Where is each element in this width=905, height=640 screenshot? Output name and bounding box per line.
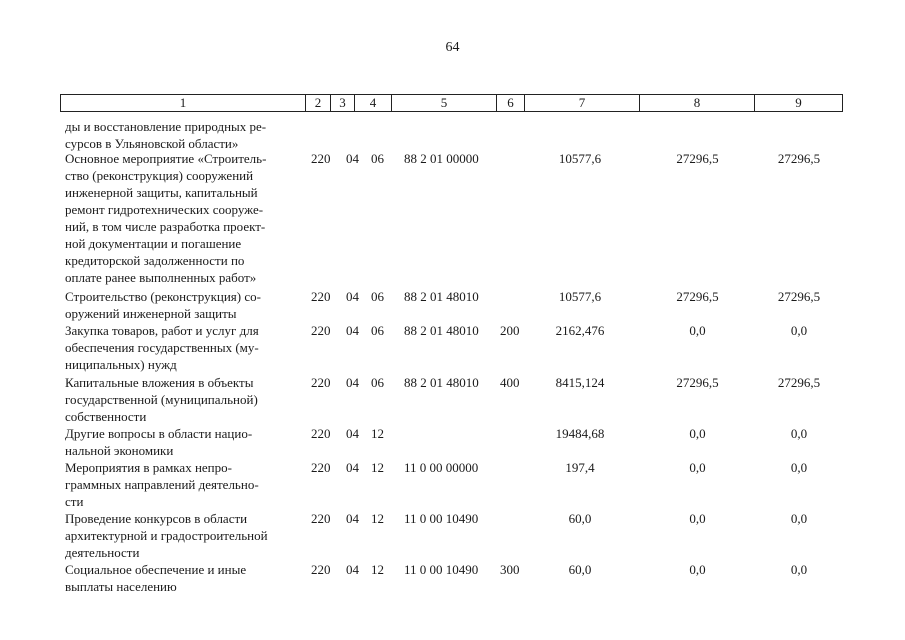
- row-name-line: деятельности: [65, 545, 140, 560]
- row-name-line: Проведение конкурсов в области: [65, 511, 248, 526]
- cell-c5: 11 0 00 10490: [404, 562, 479, 577]
- cell-c7: 2162,476: [555, 323, 605, 338]
- cell-c2: 220: [311, 426, 331, 441]
- row-name-line: ство (реконструкция) сооружений: [65, 168, 254, 183]
- cell-c9: 27296,5: [777, 289, 821, 304]
- cell-c7: 19484,68: [555, 426, 605, 441]
- cell-c9: 0,0: [790, 562, 808, 577]
- header-col-9: 9: [795, 95, 802, 110]
- row-name-line: сурсов в Ульяновской области»: [65, 136, 239, 151]
- header-col-3: 3: [331, 95, 355, 111]
- cell-c8: 0,0: [689, 562, 706, 577]
- row-name-line: архитектурной и градостроительной: [65, 528, 268, 543]
- table-header: [60, 94, 843, 112]
- cell-c8: 27296,5: [676, 151, 719, 166]
- row-name-line: выплаты населению: [65, 579, 177, 594]
- cell-c2: 220: [311, 323, 331, 338]
- cell-c4: 12: [371, 426, 384, 441]
- header-col-8: 8: [640, 95, 755, 111]
- row-name: [65, 118, 301, 152]
- cell-c3: 04: [346, 562, 359, 577]
- cell-c3: 04: [346, 460, 359, 475]
- row-name-line: обеспечения государственных (му-: [65, 340, 259, 355]
- cell-c7: 8415,124: [555, 375, 605, 390]
- cell-c8: 0,0: [689, 323, 706, 338]
- row-name-line: нальной экономики: [65, 443, 174, 458]
- header-col-1: 1: [61, 95, 306, 111]
- cell-c5: 88 2 01 48010: [404, 375, 479, 390]
- cell-c8: 0,0: [689, 426, 706, 441]
- row-name-line: ниципальных) нужд: [65, 357, 177, 372]
- row-name-line: инженерной защиты, капитальный: [65, 185, 258, 200]
- cell-c7: 60,0: [568, 511, 592, 526]
- row-name: [65, 425, 301, 459]
- cell-c7: 10577,6: [558, 289, 602, 304]
- row-name: [65, 374, 301, 425]
- row-name: [65, 510, 301, 561]
- row-name-line: оружений инженерной защиты: [65, 306, 237, 321]
- cell-c2: 220: [311, 562, 331, 577]
- row-name-line: ремонт гидротехнических сооруже-: [65, 202, 264, 217]
- row-name-line: Другие вопросы в области нацио-: [65, 426, 253, 441]
- header-col-6: 6: [497, 95, 525, 111]
- row-name-line: Капитальные вложения в объекты: [65, 375, 254, 390]
- cell-c3: 04: [346, 375, 359, 390]
- cell-c9: 27296,5: [777, 375, 821, 390]
- cell-c6: 300: [500, 562, 520, 577]
- cell-c9: 0,0: [790, 460, 808, 475]
- cell-c7: 10577,6: [558, 151, 602, 166]
- row-name-line: сти: [65, 494, 84, 509]
- row-name: [65, 322, 301, 373]
- cell-c9: 0,0: [790, 426, 808, 441]
- cell-c3: 04: [346, 511, 359, 526]
- cell-c5: 11 0 00 10490: [404, 511, 479, 526]
- cell-c5: 88 2 01 00000: [404, 151, 479, 166]
- row-name-line: Мероприятия в рамках непро-: [65, 460, 232, 475]
- cell-c4: 06: [371, 375, 384, 390]
- page-number: 64: [445, 40, 460, 55]
- row-name-line: ний, в том числе разработка проект-: [65, 219, 266, 234]
- cell-c3: 04: [346, 323, 359, 338]
- header-col-5: 5: [392, 95, 497, 111]
- cell-c3: 04: [346, 151, 359, 166]
- row-name-line: ды и восстановление природных ре-: [65, 119, 267, 134]
- cell-c8: 27296,5: [676, 375, 719, 390]
- row-name-line: собственности: [65, 409, 147, 424]
- cell-c4: 06: [371, 289, 384, 304]
- header-col-7: 7: [525, 95, 640, 111]
- row-name-line: Закупка товаров, работ и услуг для: [65, 323, 259, 338]
- row-name: [65, 150, 301, 286]
- cell-c6: 200: [500, 323, 520, 338]
- row-name: [65, 288, 301, 322]
- row-name-line: Основное мероприятие «Строитель-: [65, 151, 267, 166]
- cell-c4: 06: [371, 323, 384, 338]
- cell-c4: 12: [371, 460, 384, 475]
- row-name: [65, 561, 301, 595]
- row-name-line: Строительство (реконструкция) со-: [65, 289, 261, 304]
- cell-c5: 11 0 00 00000: [404, 460, 479, 475]
- cell-c9: 27296,5: [777, 151, 821, 166]
- row-name: [65, 459, 301, 510]
- cell-c7: 197,4: [565, 460, 595, 475]
- cell-c2: 220: [311, 151, 331, 166]
- row-name-line: ной документации и погашение: [65, 236, 242, 251]
- cell-c8: 0,0: [689, 511, 706, 526]
- cell-c5: 88 2 01 48010: [404, 289, 479, 304]
- header-col-4: 4: [355, 95, 392, 111]
- cell-c7: 60,0: [568, 562, 592, 577]
- cell-c8: 27296,5: [676, 289, 719, 304]
- cell-c4: 12: [371, 511, 384, 526]
- cell-c9: 0,0: [790, 511, 808, 526]
- cell-c2: 220: [311, 289, 331, 304]
- cell-c4: 06: [371, 151, 384, 166]
- cell-c8: 0,0: [689, 460, 706, 475]
- cell-c2: 220: [311, 375, 331, 390]
- cell-c2: 220: [311, 511, 331, 526]
- cell-c3: 04: [346, 289, 359, 304]
- row-name-line: граммных направлений деятельно-: [65, 477, 259, 492]
- cell-c6: 400: [500, 375, 520, 390]
- cell-c5: 88 2 01 48010: [404, 323, 479, 338]
- row-name-line: кредиторской задолженности по: [65, 253, 245, 268]
- row-name-line: оплате ранее выполненных работ»: [65, 270, 257, 285]
- cell-c3: 04: [346, 426, 359, 441]
- cell-c9: 0,0: [790, 323, 808, 338]
- cell-c4: 12: [371, 562, 384, 577]
- header-col-2: 2: [306, 95, 331, 111]
- row-name-line: государственной (муниципальной): [65, 392, 258, 407]
- row-name-line: Социальное обеспечение и иные: [65, 562, 247, 577]
- cell-c2: 220: [311, 460, 331, 475]
